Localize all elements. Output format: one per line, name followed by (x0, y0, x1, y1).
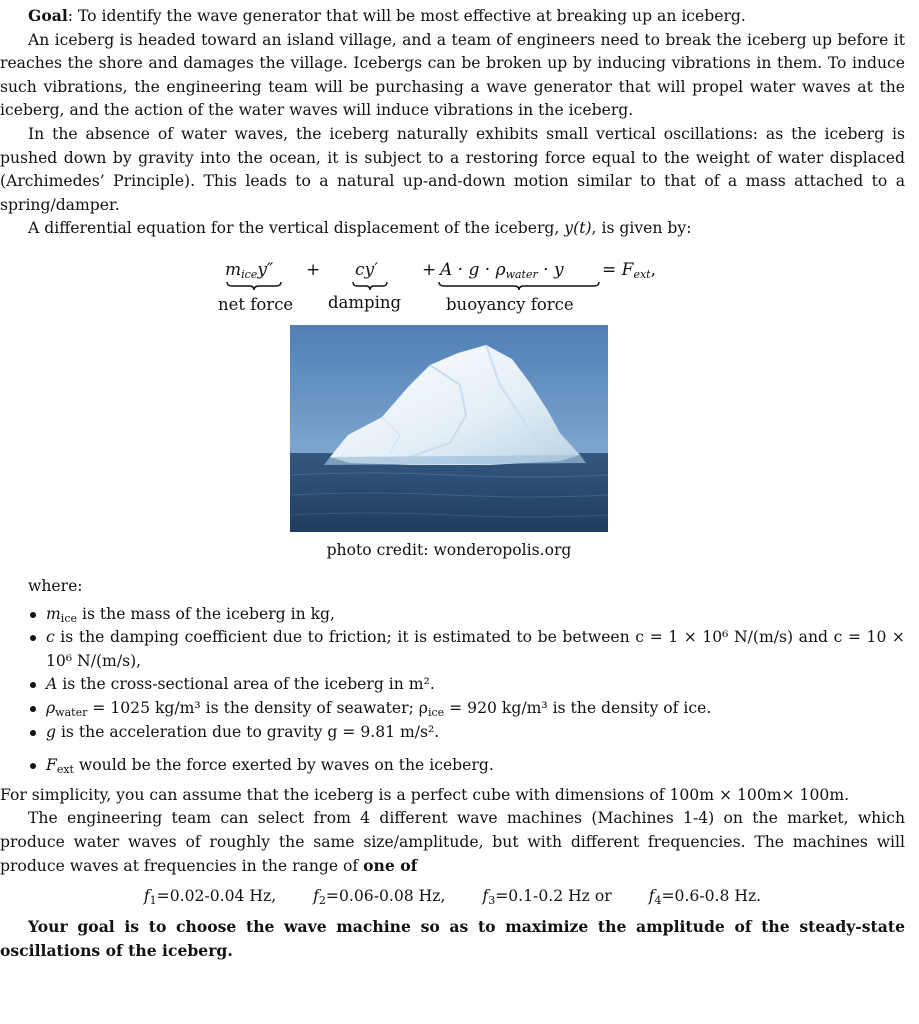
buoyancy-term: $A \cdot g \cdot \rho_{water} \cdot y$ (440, 259, 564, 281)
definition-external-force: $F_{ext}$ would be the force exerted by waves on the iceberg. (28, 754, 905, 778)
net-force-term: $m_{ice}y''$ (225, 259, 274, 281)
cube-assumption: For simplicity, you can assume that the iceberg is a perfect cube with dimensions of 100m × 100m× 100m. (0, 785, 850, 804)
definition-area: A is the cross-sectional area of the iceberg in m². (28, 673, 905, 697)
label-damping: damping (328, 292, 402, 312)
frequency-option-3: $f_3=0.1-0.2$ Hz or (482, 887, 612, 908)
one-of-emphasis: one of (363, 856, 418, 876)
plus-sign: + (306, 259, 321, 280)
photo-credit: photo credit: wonderopolis.org (326, 540, 572, 559)
machines-paragraph: The engineering team can select from 4 different wave machines (Machines 1-4) on the market, which produce water waves of roughly the same size/amplitude, but with different frequencies. The machines will produce waves at frequencies in the range of one of (0, 809, 905, 876)
differential-equation (0, 247, 905, 319)
frequency-option-4: $f_4=0.6-0.8$ Hz. (648, 887, 762, 908)
underbrace-damping (352, 281, 388, 291)
de-intro-paragraph: A differential equation for the vertical displacement of the iceberg, y(t), is given by: (28, 219, 692, 238)
definition-damping: c is the damping coefficient due to friction; it is estimated to be between c = 1 × 10⁶ N/(m/s) and c = 10 × 10⁶ N/(m/s), (28, 626, 905, 673)
definitions-list (0, 603, 905, 778)
damping-term: cy′ (355, 259, 378, 280)
oscillation-paragraph: In the absence of water waves, the iceberg naturally exhibits small vertical oscillations: as the iceberg is pushed down by gravity into the ocean, it is subject to a restoring force equal to the weight of water displaced (Archimedes’ Principle). This leads to a natural up-and-down motion similar to that of a mass attached to a spring/damper. (0, 124, 905, 214)
label-buoyancy-force: buoyancy force (446, 294, 574, 314)
definition-gravity: g is the acceleration due to gravity g = 9.81 m/s². (28, 721, 905, 745)
goal-text: : To identify the wave generator that will be most effective at breaking up an iceberg. (67, 7, 746, 25)
iceberg-figure (0, 325, 905, 567)
goal-statement (0, 4, 905, 29)
intro-paragraph: An iceberg is headed toward an island village, and a team of engineers need to break the iceberg up before it reaches the shore and damages the village. Icebergs can be broken up by inducing vibrations in them. To induce such vibrations, the engineering team will be purchasing a wave generator that will propel water waves at the iceberg, and the action of the water waves will induce vibrations in the iceberg. (0, 30, 905, 120)
underbrace-buoyancy (438, 281, 600, 291)
definition-density: $\rho_{water} = 1025$ kg/m³ is the density of seawater; $\rho_{ice} = 920$ kg/m³ is the density of ice. (28, 697, 905, 721)
definition-mass: $m_{ice}$ is the mass of the iceberg in kg, (28, 603, 905, 627)
iceberg-photo (290, 325, 608, 532)
goal-label: Goal (28, 6, 68, 25)
label-net-force: net force (218, 294, 294, 314)
where-label: where: (28, 576, 83, 595)
final-goal: Your goal is to choose the wave machine so as to maximize the amplitude of the steady-state oscillations of the iceberg. (0, 916, 905, 961)
external-force-term: = $F_{ext}$, (602, 259, 656, 281)
plus-sign: + (422, 259, 437, 280)
frequency-option-2: $f_2=0.06-0.08$ Hz, (313, 887, 446, 908)
problem-statement (0, 4, 905, 964)
displacement-variable: y(t) (564, 219, 592, 238)
frequency-option-1: $f_1=0.02-0.04$ Hz, (143, 887, 277, 908)
frequency-options (0, 885, 905, 909)
underbrace-net-force (226, 281, 282, 291)
